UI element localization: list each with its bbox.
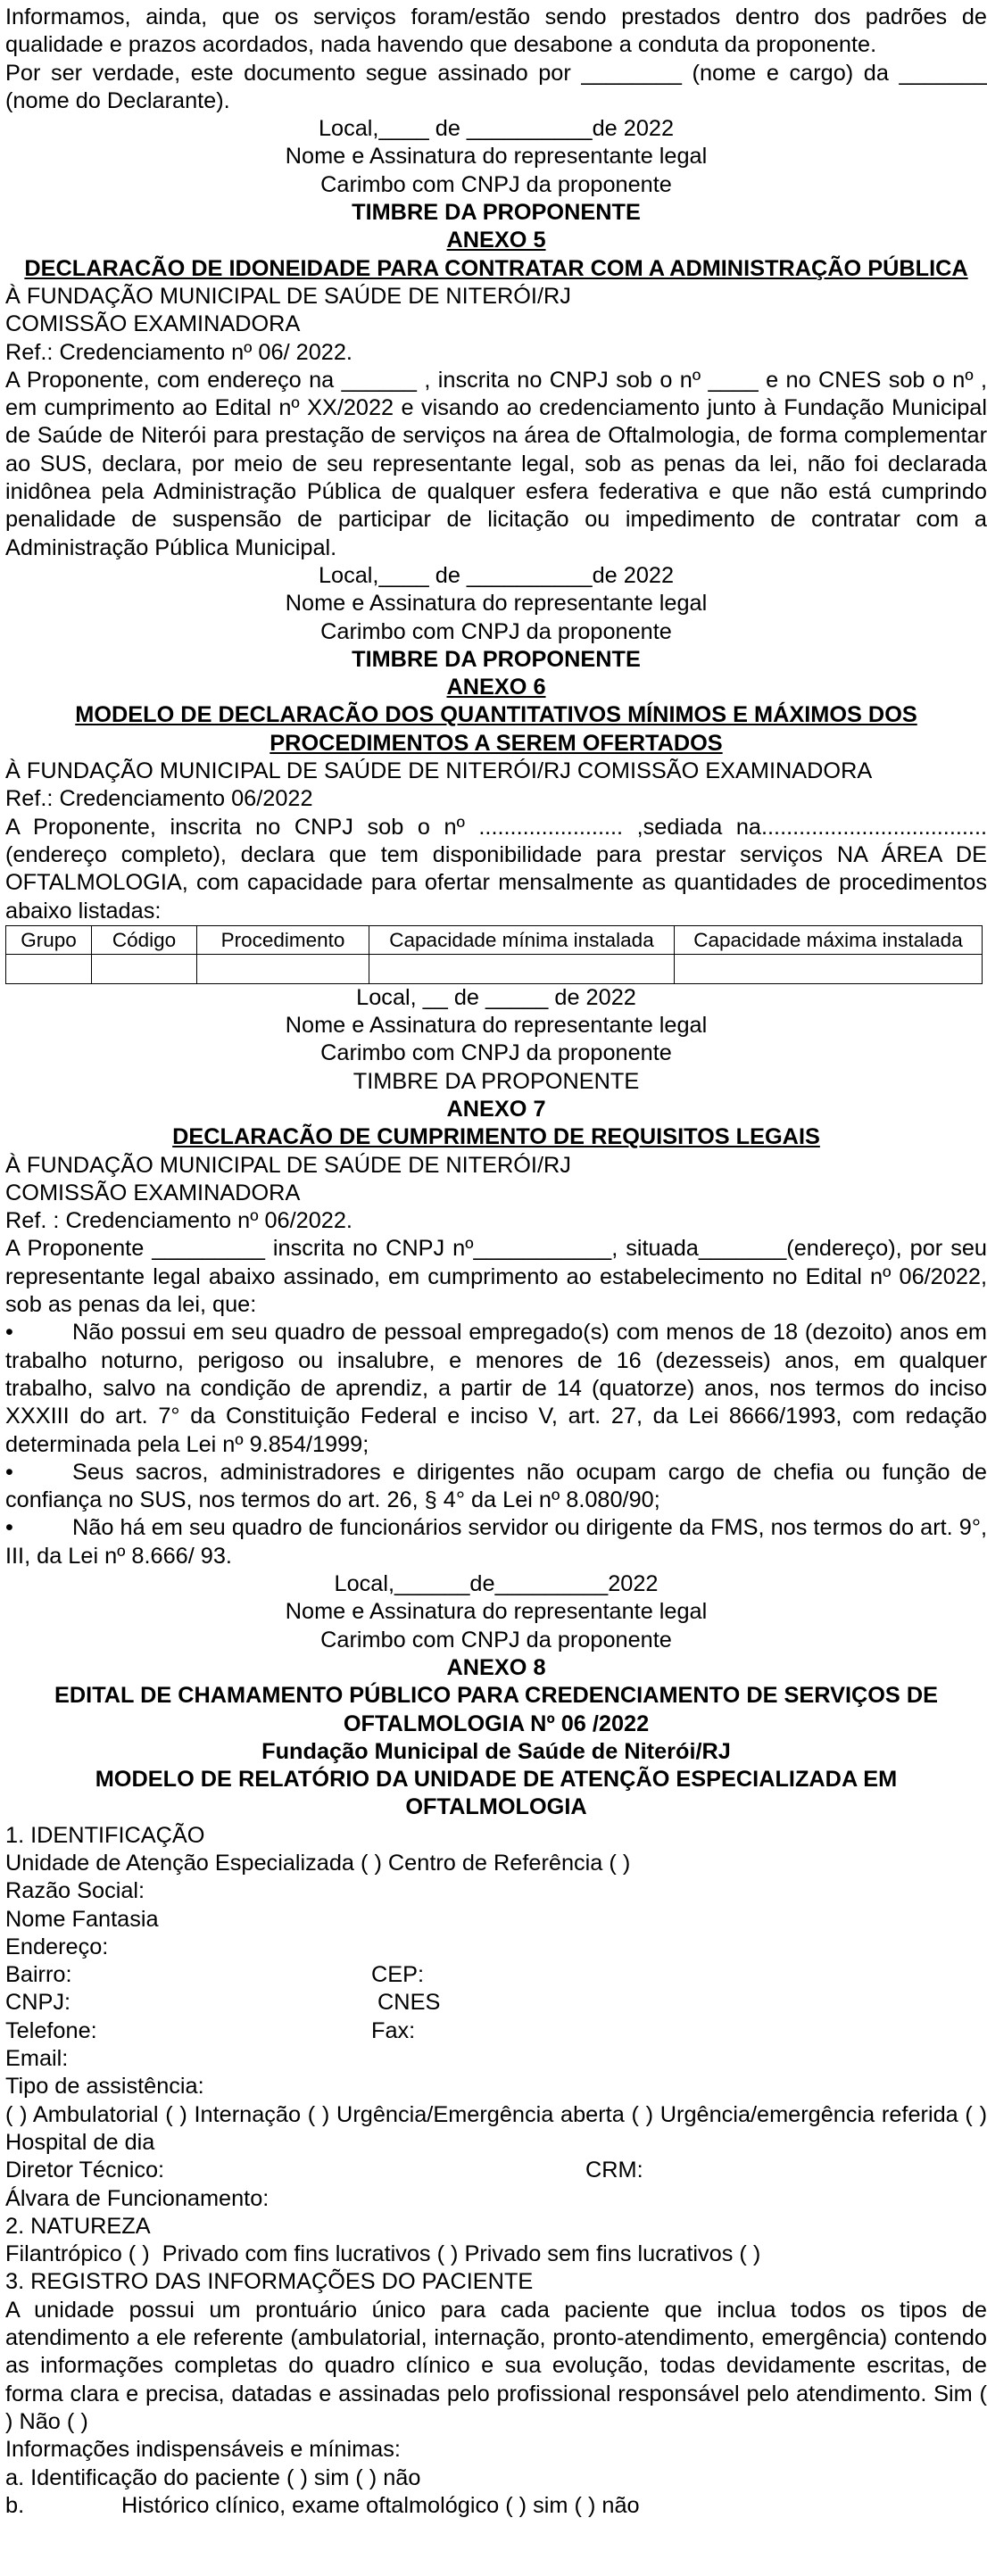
annex-7-signature-line: Nome e Assinatura do representante legal [285,1599,708,1625]
quantities-table [5,925,983,984]
bullet-text: Seus sacros, administradores e dirigentes não ocupam cargo de chefia ou função de confiança no SUS, nos termos do art. 26, § 4° da Lei nº 8.080/90; [5,1459,987,1513]
field-nome-fantasia: Nome Fantasia [5,1906,159,1932]
annex-7-bullet-item [5,1319,987,1458]
annex-5-body: A Proponente, com endereço na ______ , inscrita no CNPJ sob o nº ____ e no CNES sob o nº , em cumprimento ao Edital nº XX/2022 e visando ao credenciamento junto à Fundação Municipal de Saúde de Niterói para prestação de serviços na área de Oftalmologia, de forma complementar ao SUS, declara, por meio de seu representante legal, sob as penas da lei, não foi declarada inidônea pela Administração Pública de qualquer esfera federativa e que não está cumprindo penalidade de suspensão de participar de licitação ou impedimento de contratar com a Administração Pública Municipal. [5,367,987,560]
local-date-line: Local,____ de __________de 2022 [318,116,675,142]
annex-6-stamp-line: Carimbo com CNPJ da proponente [320,1040,672,1066]
annex-7-bullet-item [5,1514,987,1570]
intro-paragraph: Informamos, ainda, que os serviços foram/estão sendo prestados dentro dos padrões de qualidade e prazos acordados, nada havendo que desabone a conduta da proponente. [5,4,987,58]
section-natureza: 2. NATUREZA [5,2213,151,2239]
annex-5-subtitle: DECLARACÃO DE IDONEIDADE PARA CONTRATAR COM A ADMINISTRAÇÃO PÚBLICA [24,255,968,281]
stamp-line: Carimbo com CNPJ da proponente [320,171,672,197]
annex-7-local-date: Local,______de_________2022 [334,1571,659,1597]
annex-5-title: ANEXO 5 [446,228,546,253]
annex-5-letterhead: TIMBRE DA PROPONENTE [352,646,641,672]
section-registro-paciente: 3. REGISTRO DAS INFORMAÇÕES DO PACIENTE [5,2269,534,2295]
annex-6-body: A Proponente, inscrita no CNPJ sob o nº ....................... ,sediada na.................................... (endereço completo), declara que tem disponibilidade para prestar serviços NA ÁREA DE OFTALMOLOGIA, com capacidade para ofertar mensalmente as quantidades de procedimentos abaixo listadas: [5,814,987,924]
signature-line: Nome e Assinatura do representante legal [285,144,708,170]
annex-6-addressee: À FUNDAÇÃO MUNICIPAL DE SAÚDE DE NITERÓI/RJ COMISSÃO EXAMINADORA [5,758,873,784]
bullet-text: Não possui em seu quadro de pessoal empregado(s) com menos de 18 (dezoito) anos em trabalho noturno, perigoso ou insalubre, e menores de 16 (dezesseis) anos, em qualquer trabalho, salvo na condição de aprendiz, a partir de 14 (quatorze) anos, nos termos do inciso XXXIII do art. 7° da Constituição Federal e inciso V, art. 27, da Lei 8666/1993, com redação determinada pela Lei nº 9.854/1999; [5,1320,987,1457]
col-header-capacidade-maxima: Capacidade máxima instalada [675,925,983,954]
annex-5-addressee: À FUNDAÇÃO MUNICIPAL DE SAÚDE DE NITERÓI/RJ [5,283,571,309]
table-cell [675,954,983,983]
annex-7-title: ANEXO 7 [446,1096,546,1122]
section-identificacao: 1. IDENTIFICAÇÃO [5,1822,205,1848]
field-tipo-assistencia: Tipo de assistência: [5,2074,204,2100]
annex-8-title: ANEXO 8 [446,1654,546,1680]
col-header-capacidade-minima: Capacidade mínima instalada [369,925,675,954]
field-endereco: Endereço: [5,1934,109,1959]
field-cep: CEP: [371,1962,425,1988]
field-row-cnpj-cnes [5,1989,987,2017]
signature-paragraph: Por ser verdade, este documento segue assinado por ________ (nome e cargo) da _______ (nome do Declarante). [5,60,987,113]
bullet-icon: • [5,1320,13,1346]
annex-8-report-title: MODELO DE RELATÓRIO DA UNIDADE DE ATENÇÃO ESPECIALIZADA EM OFTALMOLOGIA [95,1767,898,1820]
item-a: a. Identificação do paciente ( ) sim ( ) não [5,2464,421,2490]
annex-6-letterhead: TIMBRE DA PROPONENTE [352,1068,640,1094]
item-b-text: Histórico clínico, exame oftalmológico ( ) sim ( ) não [121,2492,640,2518]
item-b-label: b. [5,2492,25,2518]
annex-6-subtitle: MODELO DE DECLARACÃO DOS QUANTITATIVOS MÍNIMOS E MÁXIMOS DOS PROCEDIMENTOS A SEREM OFERTADOS [75,702,917,756]
field-cnpj: CNPJ: [5,1990,71,2016]
field-row-bairro-cep [5,1961,987,1989]
field-alvara: Álvara de Funcionamento: [5,2185,270,2211]
field-row-telefone-fax [5,2017,987,2045]
col-header-codigo: Código [92,925,197,954]
field-crm: CRM: [585,2158,643,2183]
annex-6-signature-line: Nome e Assinatura do representante legal [285,1013,708,1039]
field-cnes: CNES [371,1990,441,2016]
field-natureza-options: Filantrópico ( ) Privado com fins lucrativos ( ) Privado sem fins lucrativos ( ) [5,2241,761,2267]
col-header-procedimento: Procedimento [197,925,369,954]
annex-5-local-date: Local,____ de __________de 2022 [318,562,675,588]
table-cell [92,954,197,983]
field-fax: Fax: [371,2017,416,2043]
annex-6-reference: Ref.: Credenciamento 06/2022 [5,786,313,812]
annex-5-stamp-line: Carimbo com CNPJ da proponente [320,618,672,644]
field-informacoes-minimas: Informações indispensáveis e mínimas: [5,2437,401,2463]
annex-6-title: ANEXO 6 [446,675,546,700]
annex-7-addressee: À FUNDAÇÃO MUNICIPAL DE SAÚDE DE NITERÓI/RJ [5,1152,571,1178]
annex-5-committee: COMISSÃO EXAMINADORA [5,311,301,337]
field-email: Email: [5,2046,69,2072]
annex-7-reference: Ref. : Credenciamento nº 06/2022. [5,1208,352,1234]
table-cell [197,954,369,983]
field-diretor-tecnico: Diretor Técnico: [5,2158,165,2183]
annex-8-foundation: Fundação Municipal de Saúde de Niterói/RJ [261,1738,731,1764]
letterhead-line: TIMBRE DA PROPONENTE [352,200,641,226]
field-prontuario: A unidade possui um prontuário único para cada paciente que inclua todos os tipos de atendimento a ele referente (ambulatorial, internação, pronto-atendimento, emergência) contendo as informações completas do quadro clínico e sua evolução, todas devidamente escritas, de forma clara e precisa, datadas e assinadas pelo profissional responsável pelo atendimento. Sim ( ) Não ( ) [5,2297,987,2434]
annex-7-bullet-item [5,1459,987,1515]
field-row-diretor-crm [5,2157,987,2184]
bullet-icon: • [5,1459,13,1485]
annex-5-reference: Ref.: Credenciamento nº 06/ 2022. [5,339,352,365]
annex-7-subtitle: DECLARACÃO DE CUMPRIMENTO DE REQUISITOS LEGAIS [172,1124,820,1150]
table-cell [369,954,675,983]
annex-7-stamp-line: Carimbo com CNPJ da proponente [320,1627,672,1652]
field-tipo-options: ( ) Ambulatorial ( ) Internação ( ) Urgência/Emergência aberta ( ) Urgência/emergência referida ( ) Hospital de dia [5,2101,987,2155]
table-row [6,954,983,983]
item-b [5,2492,987,2520]
table-header-row [6,925,983,954]
col-header-grupo: Grupo [6,925,92,954]
annex-7-body: A Proponente _________ inscrita no CNPJ nº___________, situada_______(endereço), por seu representante legal abaixo assinado, em cumprimento ao estabelecimento no Edital nº 06/2022, sob as penas da lei, que: [5,1236,987,1318]
field-unidade: Unidade de Atenção Especializada ( ) Centro de Referência ( ) [5,1851,631,1876]
field-telefone: Telefone: [5,2017,97,2043]
bullet-text: Não há em seu quadro de funcionários servidor ou dirigente da FMS, nos termos do art. 9°, III, da Lei nº 8.666/ 93. [5,1515,987,1569]
field-bairro: Bairro: [5,1962,72,1988]
field-razao-social: Razão Social: [5,1878,145,1904]
bullet-icon: • [5,1515,13,1541]
annex-7-committee: COMISSÃO EXAMINADORA [5,1180,301,1205]
table-cell [6,954,92,983]
annex-5-signature-line: Nome e Assinatura do representante legal [285,591,708,617]
annex-8-edital: EDITAL DE CHAMAMENTO PÚBLICO PARA CREDENCIAMENTO DE SERVIÇOS DE OFTALMOLOGIA Nº 06 /2022 [54,1683,938,1736]
annex-6-local-date: Local, __ de _____ de 2022 [356,984,636,1010]
document-page [5,4,987,2569]
